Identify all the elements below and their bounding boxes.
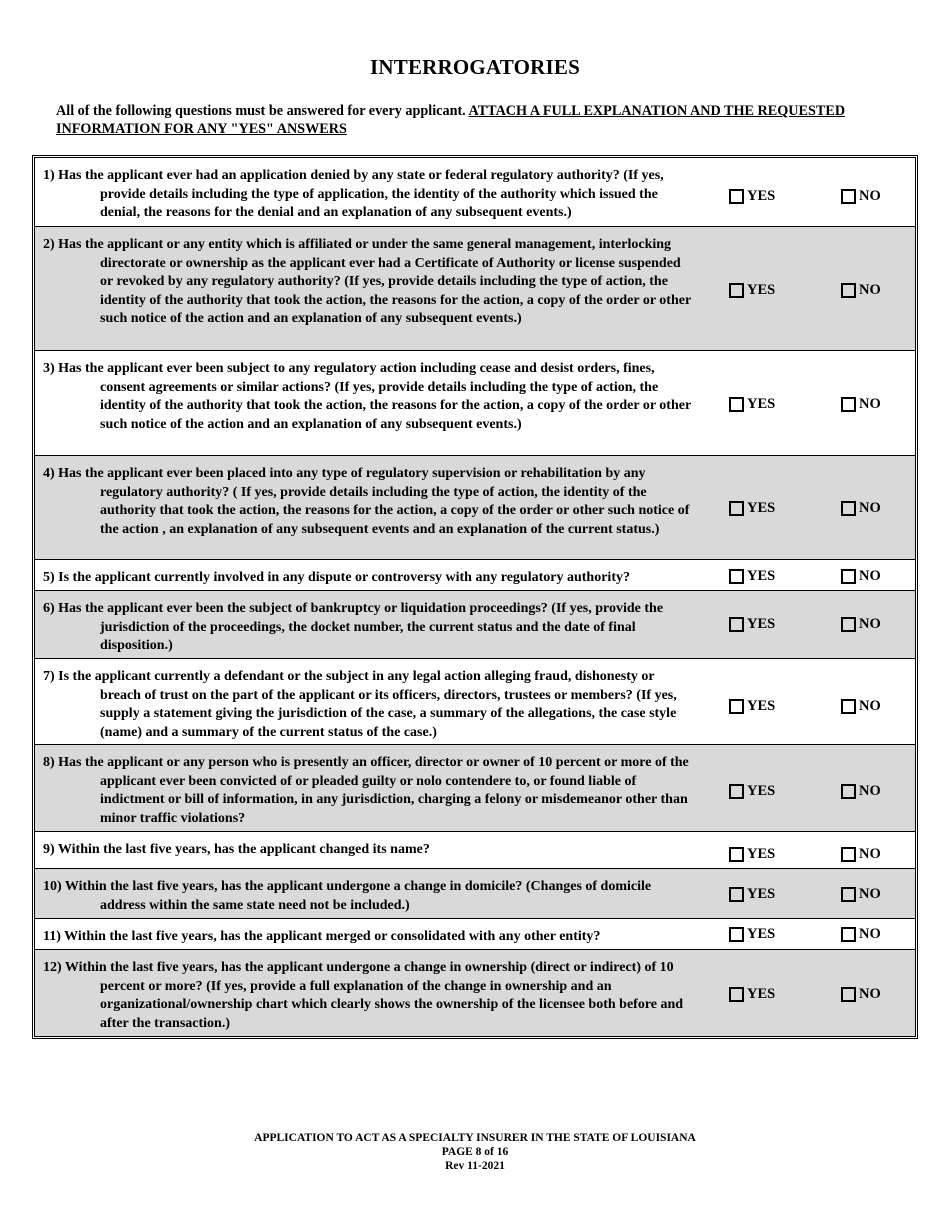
question-text: 4) Has the applicant ever been placed into any type of regulatory supervision or rehabilitation by any regulatory authority? ( If yes, provide details including the type of action, the identity of the authority that took the action, the reasons for the action, a copy of the order or other such notice of the action , an explanation of any subsequent events and an explanation of the current status.) xyxy=(43,466,690,537)
question-text: 6) Has the applicant ever been the subject of bankruptcy or liquidation proceedings? (If yes, provide the jurisdiction of the proceedings, the docket number, the current status and the date of final disposition.) xyxy=(43,601,664,654)
question-text: 5) Is the applicant currently involved in any dispute or controversy with any regulatory authority? xyxy=(43,570,630,585)
no-checkbox[interactable] xyxy=(841,847,856,862)
yes-checkbox[interactable] xyxy=(729,397,744,412)
no-checkbox[interactable] xyxy=(841,189,856,204)
question-row xyxy=(35,456,915,560)
question-text: 3) Has the applicant ever been subject to any regulatory action including cease and desist orders, fines, consent agreements or similar actions? (If yes, provide details including the type of action, the identity of the authority that took the action, the reasons for the action, a copy of the order or other such notice of the action and an explanation of any subsequent events.) xyxy=(43,361,691,432)
yes-checkbox[interactable] xyxy=(729,569,744,584)
yes-label: YES xyxy=(747,926,776,942)
question-row xyxy=(35,659,915,745)
no-checkbox[interactable] xyxy=(841,501,856,516)
no-label: NO xyxy=(859,783,881,799)
question-text: 8) Has the applicant or any person who is presently an officer, director or owner of 10 percent or more of the applicant ever been convicted of or pleaded guilty or nolo contendere to, or found liable of indictment or bill of information, in any jurisdiction, charging a felony or misdemeanor other than minor traffic violations? xyxy=(43,755,689,826)
yes-checkbox[interactable] xyxy=(729,927,744,942)
yes-label: YES xyxy=(747,986,776,1002)
instructions xyxy=(56,102,846,138)
question-row xyxy=(35,351,915,456)
question-row xyxy=(35,560,915,591)
yes-checkbox[interactable] xyxy=(729,784,744,799)
no-checkbox[interactable] xyxy=(841,987,856,1002)
yes-option[interactable] xyxy=(729,886,775,903)
yes-option[interactable] xyxy=(729,698,775,715)
no-option[interactable] xyxy=(841,783,881,800)
no-option[interactable] xyxy=(841,986,881,1003)
yes-label: YES xyxy=(747,282,776,298)
no-label: NO xyxy=(859,986,881,1002)
yes-option[interactable] xyxy=(729,926,775,943)
yes-option[interactable] xyxy=(729,783,775,800)
yes-label: YES xyxy=(747,568,776,584)
no-label: NO xyxy=(859,396,881,412)
interrogatories-table xyxy=(32,155,918,1039)
yes-option[interactable] xyxy=(729,986,775,1003)
yes-checkbox[interactable] xyxy=(729,987,744,1002)
yes-label: YES xyxy=(747,698,776,714)
no-checkbox[interactable] xyxy=(841,887,856,902)
yes-label: YES xyxy=(747,616,776,632)
no-option[interactable] xyxy=(841,396,881,413)
no-option[interactable] xyxy=(841,698,881,715)
no-label: NO xyxy=(859,698,881,714)
no-option[interactable] xyxy=(841,926,881,943)
no-label: NO xyxy=(859,616,881,632)
no-label: NO xyxy=(859,846,881,862)
no-label: NO xyxy=(859,926,881,942)
yes-label: YES xyxy=(747,396,776,412)
question-text: 1) Has the applicant ever had an application denied by any state or federal regulatory authority? (If yes, provide details including the type of application, the identity of the authority which issued the denial, the reasons for the denial and an explanation of any subsequent events.) xyxy=(43,168,664,221)
footer-page-number: PAGE 8 of 16 xyxy=(441,1146,509,1158)
no-option[interactable] xyxy=(841,500,881,517)
no-option[interactable] xyxy=(841,846,881,863)
question-text: 11) Within the last five years, has the applicant merged or consolidated with any other entity? xyxy=(43,929,601,944)
yes-option[interactable] xyxy=(729,396,775,413)
yes-label: YES xyxy=(747,783,776,799)
question-row xyxy=(35,919,915,950)
question-text: 2) Has the applicant or any entity which is affiliated or under the same general management, interlocking directorate or ownership as the applicant ever had a Certificate of Authority or license suspended or revoked by any regulatory authority? (If yes, provide details including the type of action, the identity of the authority that took the action, the reasons for the action, a copy of the order or other such notice of the action and an explanation of any subsequent events.) xyxy=(43,237,691,327)
no-checkbox[interactable] xyxy=(841,283,856,298)
no-checkbox[interactable] xyxy=(841,784,856,799)
no-label: NO xyxy=(859,282,881,298)
question-row xyxy=(35,591,915,659)
no-checkbox[interactable] xyxy=(841,617,856,632)
yes-option[interactable] xyxy=(729,568,775,585)
question-row xyxy=(35,832,915,869)
footer-form-title: APPLICATION TO ACT AS A SPECIALTY INSURER IN THE STATE OF LOUISIANA xyxy=(254,1132,696,1144)
no-checkbox[interactable] xyxy=(841,569,856,584)
no-label: NO xyxy=(859,500,881,516)
page-footer xyxy=(0,1131,950,1173)
no-checkbox[interactable] xyxy=(841,397,856,412)
yes-checkbox[interactable] xyxy=(729,699,744,714)
page-title: INTERROGATORIES xyxy=(370,55,580,79)
instructions-underlined: ATTACH A FULL EXPLANATION AND THE REQUESTED INFORMATION FOR ANY "YES" ANSWERS xyxy=(56,103,846,137)
footer-revision: Rev 11-2021 xyxy=(445,1160,505,1172)
no-checkbox[interactable] xyxy=(841,699,856,714)
yes-checkbox[interactable] xyxy=(729,847,744,862)
question-text: 9) Within the last five years, has the applicant changed its name? xyxy=(43,842,430,857)
question-row xyxy=(35,950,915,1036)
no-label: NO xyxy=(859,568,881,584)
no-option[interactable] xyxy=(841,188,881,205)
yes-label: YES xyxy=(747,188,776,204)
yes-label: YES xyxy=(747,500,776,516)
question-text: 12) Within the last five years, has the applicant undergone a change in ownership (direct or indirect) of 10 percent or more? (If yes, provide a full explanation of the change in ownership and an organizational/ownership chart which clearly shows the ownership of the licensee both before and after the transaction.) xyxy=(43,960,684,1031)
yes-label: YES xyxy=(747,886,776,902)
question-text: 10) Within the last five years, has the applicant undergone a change in domicile? (Changes of domicile address within the same state need not be included.) xyxy=(43,879,652,913)
yes-option[interactable] xyxy=(729,188,775,205)
yes-checkbox[interactable] xyxy=(729,189,744,204)
yes-option[interactable] xyxy=(729,616,775,633)
question-row xyxy=(35,158,915,227)
question-row xyxy=(35,745,915,832)
yes-checkbox[interactable] xyxy=(729,501,744,516)
no-option[interactable] xyxy=(841,886,881,903)
yes-checkbox[interactable] xyxy=(729,283,744,298)
question-row xyxy=(35,227,915,351)
yes-option[interactable] xyxy=(729,500,775,517)
question-row xyxy=(35,869,915,919)
yes-option[interactable] xyxy=(729,282,775,299)
no-label: NO xyxy=(859,886,881,902)
yes-checkbox[interactable] xyxy=(729,617,744,632)
yes-label: YES xyxy=(747,846,776,862)
no-option[interactable] xyxy=(841,568,881,585)
no-option[interactable] xyxy=(841,282,881,299)
yes-option[interactable] xyxy=(729,846,775,863)
no-checkbox[interactable] xyxy=(841,927,856,942)
question-text: 7) Is the applicant currently a defendant or the subject in any legal action alleging fraud, dishonesty or breach of trust on the part of the applicant or its officers, directors, trustees or members? (If yes, supply a statement giving the jurisdiction of the case, a summary of the allegations, the case style (name) and a summary of the current status of the case.) xyxy=(43,669,677,740)
yes-checkbox[interactable] xyxy=(729,887,744,902)
no-label: NO xyxy=(859,188,881,204)
no-option[interactable] xyxy=(841,616,881,633)
instructions-text: All of the following questions must be answered for every applicant. xyxy=(56,103,469,119)
